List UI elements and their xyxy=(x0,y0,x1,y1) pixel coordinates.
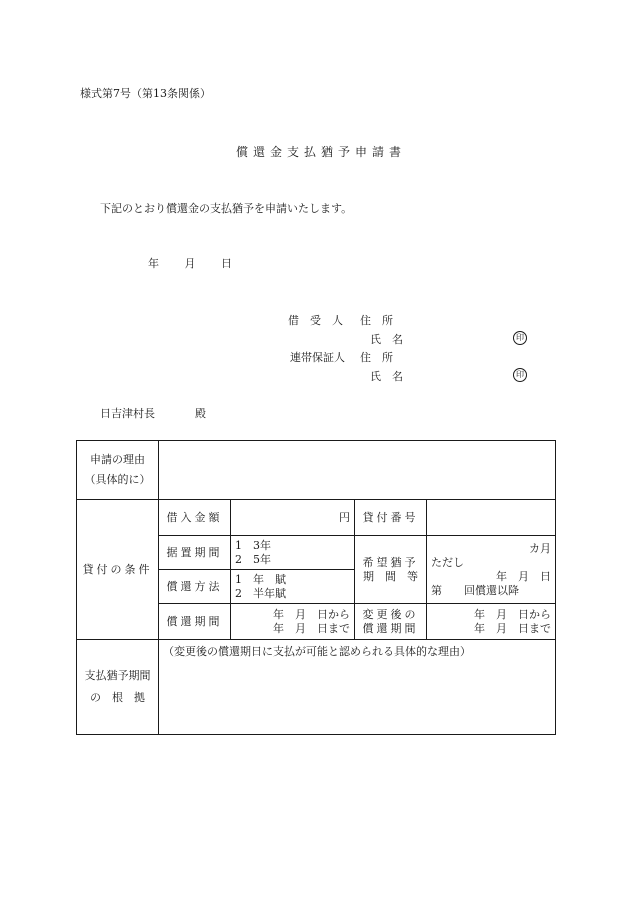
guarantor-address-label: 住 所 xyxy=(360,351,393,364)
intro-text: 下記のとおり償還金の支払猶予を申請いたします。 xyxy=(100,202,353,215)
grace-period-label: 据置期間 xyxy=(159,536,231,570)
addressee-name: 日吉津村長 xyxy=(100,407,155,420)
borrower-address-label: 住 所 xyxy=(360,314,393,327)
document-title: 償還金支払猶予申請書 xyxy=(236,145,407,159)
repayment-method-options[interactable]: 1 年 賦 2 半年賦 xyxy=(231,570,355,604)
borrowed-amount-field[interactable] xyxy=(231,500,355,536)
reason-label: 申請の理由 （具体的に） xyxy=(77,441,159,500)
guarantor-name-label: 氏 名 xyxy=(370,370,403,383)
borrower-role: 借 受 人 xyxy=(288,314,343,327)
basis-note: （変更後の償還期日に支払が可能と認められる具体的な理由） xyxy=(163,645,471,658)
date-month: 月 xyxy=(184,257,196,270)
from-nth-repayment: 第 回償還以降 xyxy=(431,583,519,597)
loan-terms-label: 貸付の条件 xyxy=(77,500,159,640)
borrowed-amount-label: 借入金額 xyxy=(159,500,231,536)
form-number: 様式第7号（第13条関係） xyxy=(80,87,211,100)
loan-number-label: 貸付番号 xyxy=(355,500,427,536)
date-line xyxy=(148,255,254,271)
repayment-method-label: 償還方法 xyxy=(159,570,231,604)
guarantor-seal-icon: 印 xyxy=(513,368,527,382)
tadashi-label: ただし xyxy=(431,555,464,569)
guarantor-role: 連帯保証人 xyxy=(290,351,345,364)
reason-field[interactable] xyxy=(159,441,556,500)
desired-postponement-field[interactable] xyxy=(427,536,556,604)
changed-period-field[interactable]: 年 月 日から 年 月 日まで xyxy=(427,604,556,640)
repayment-period-label: 償還期間 xyxy=(159,604,231,640)
borrower-name-label: 氏 名 xyxy=(370,333,403,346)
borrower-seal-icon: 印 xyxy=(513,331,527,345)
date-day: 日 xyxy=(221,257,232,270)
basis-label: 支払猶予期間 の 根 拠 xyxy=(77,640,159,735)
grace-period-options[interactable]: 1 3年 2 5年 xyxy=(231,536,355,570)
basis-field[interactable] xyxy=(159,640,556,735)
date-units: 年 月 日 xyxy=(496,569,551,583)
application-table xyxy=(76,440,556,735)
desired-postponement-label: 希望猶予 期 間 等 xyxy=(355,536,427,604)
date-year: 年 xyxy=(148,257,159,270)
addressee-honorific: 殿 xyxy=(195,407,206,420)
repayment-period-field[interactable]: 年 月 日から 年 月 日まで xyxy=(231,604,355,640)
loan-number-field[interactable] xyxy=(427,500,556,536)
addressee xyxy=(100,405,206,421)
yen-unit: 円 xyxy=(339,510,350,524)
months-unit: カ月 xyxy=(529,541,551,555)
changed-period-label: 変更後の 償還期間 xyxy=(355,604,427,640)
